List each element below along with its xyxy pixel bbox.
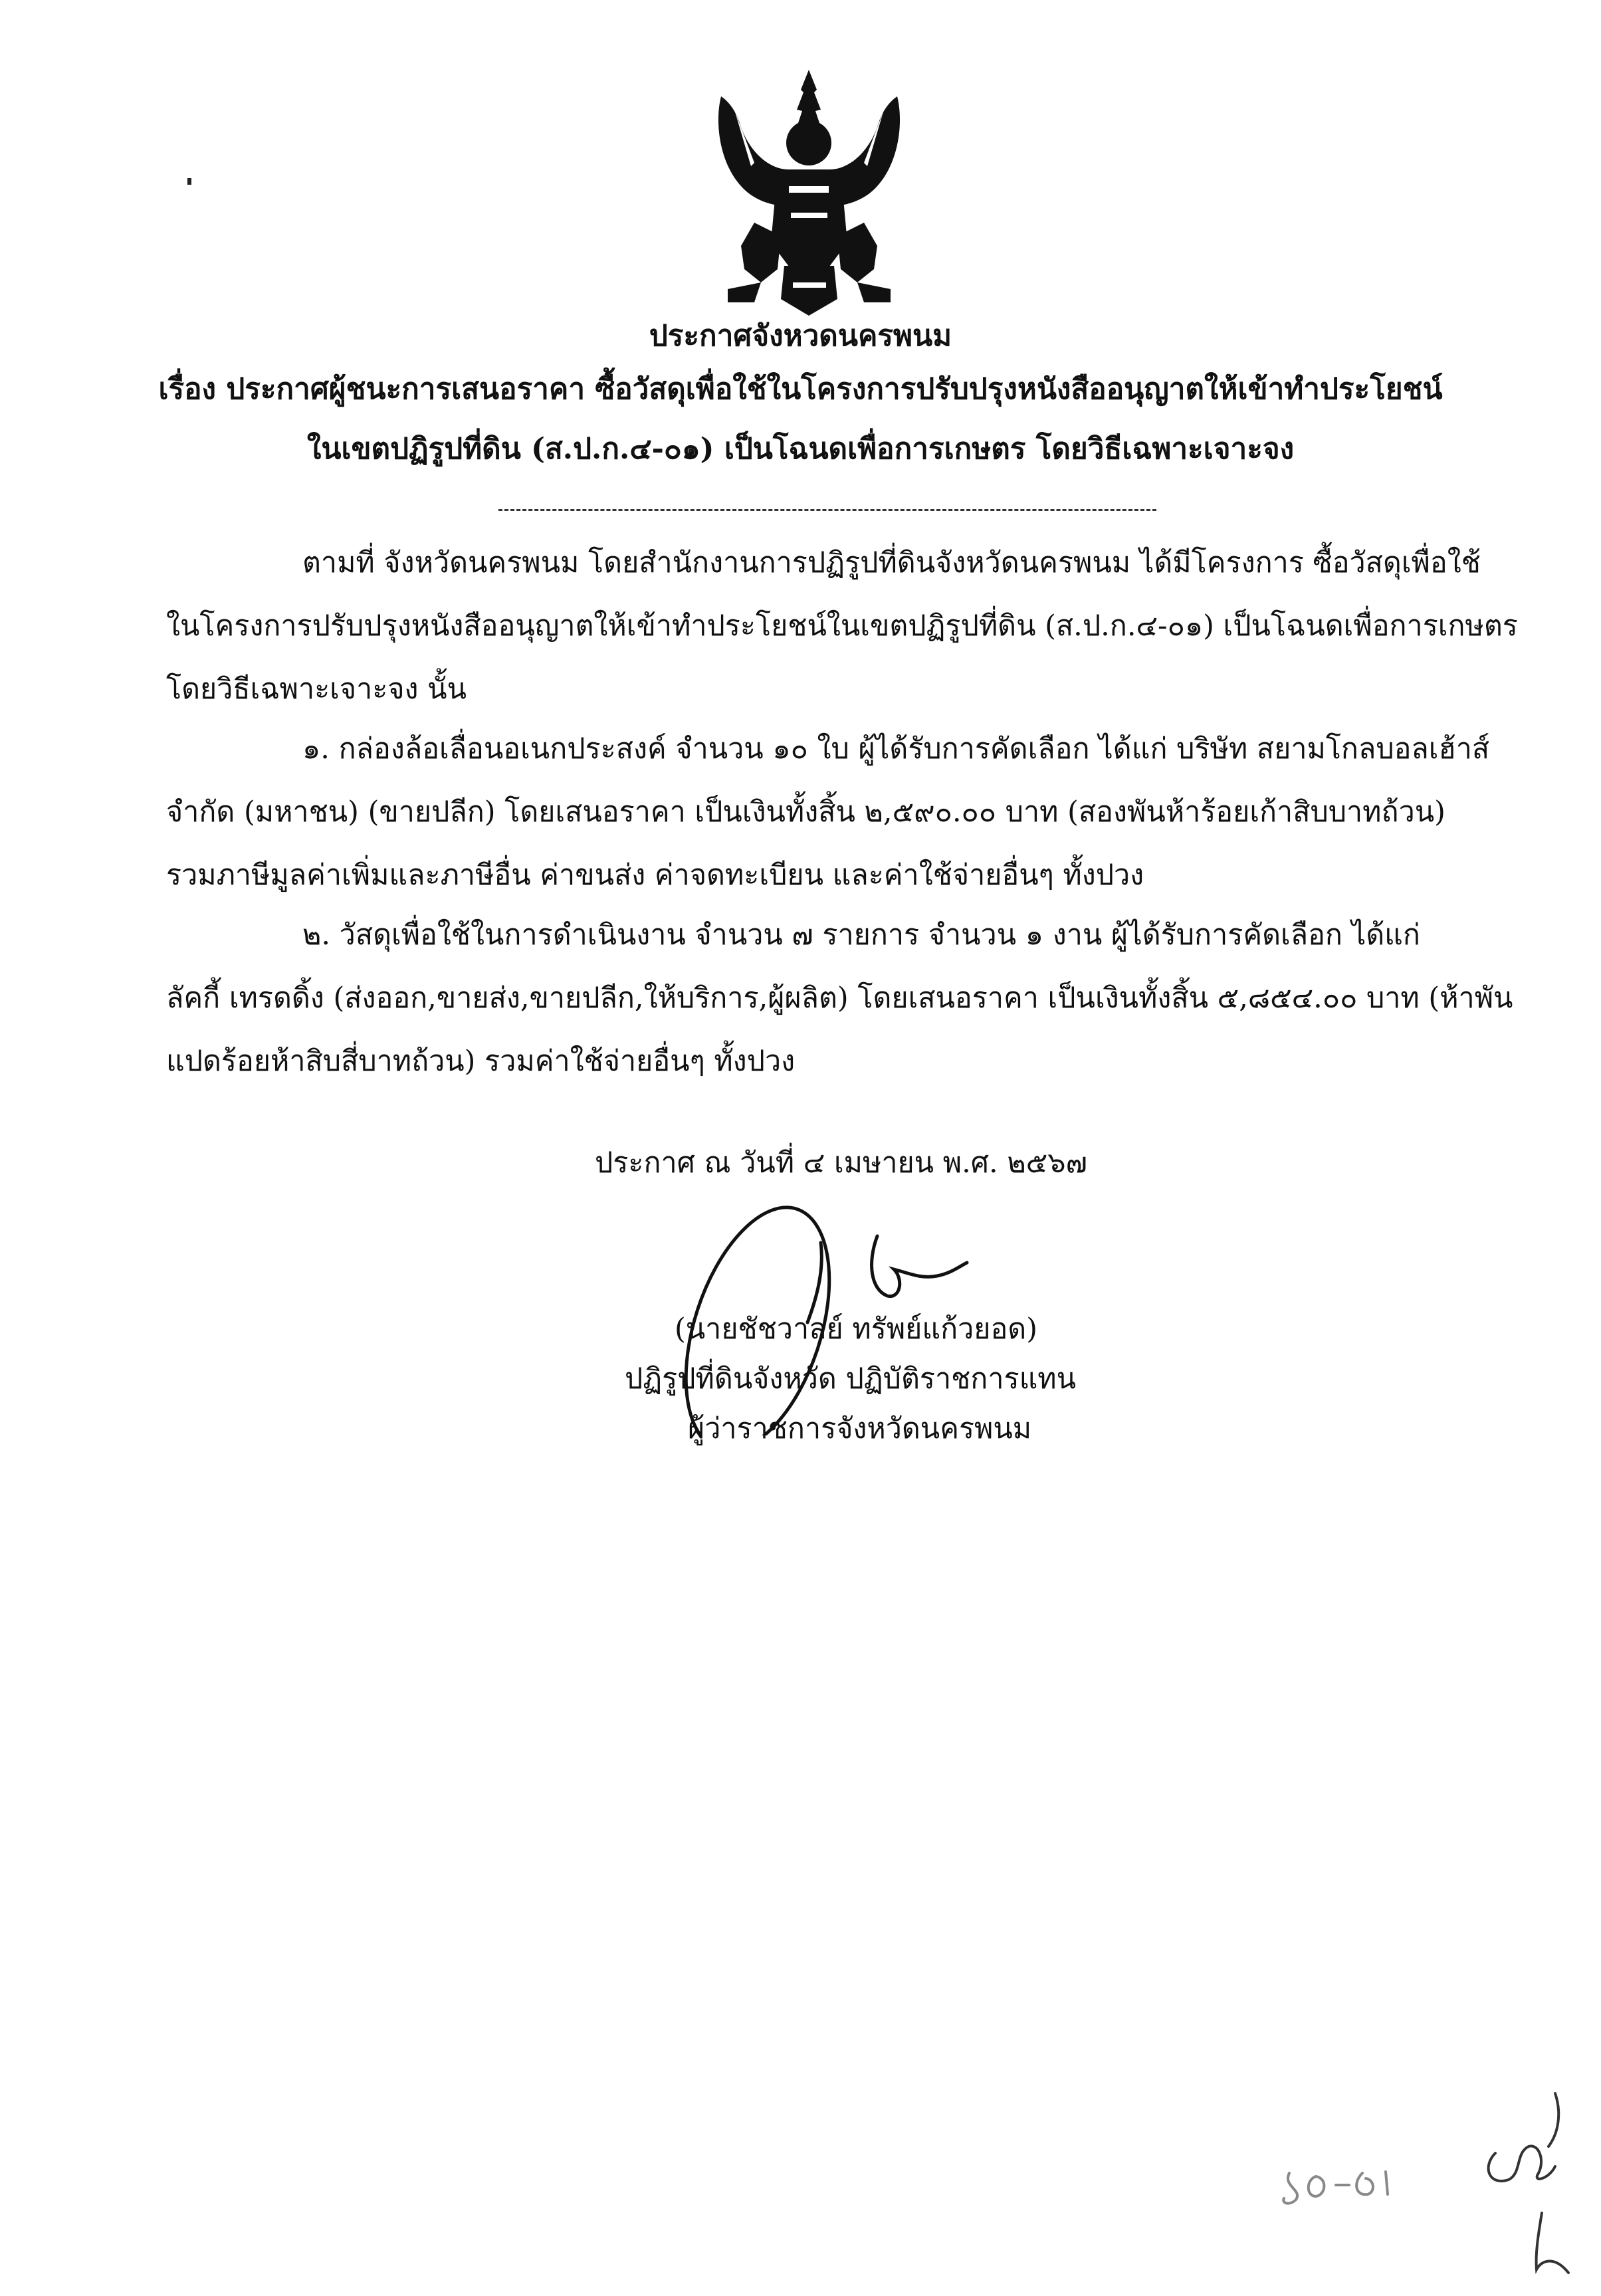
paragraph-line: ๑. กล่องล้อเลื่อนอเนกประสงค์ จำนวน ๑๐ ใบ ผู้ได้รับการคัดเลือก ได้แก่ บริษัท สยามโกลบอลเฮ้าส์ <box>302 732 1490 766</box>
divider-line <box>498 509 1156 511</box>
paragraph-line: จำกัด (มหาชน) (ขายปลีก) โดยเสนอราคา เป็นเงินทั้งสิ้น ๒,๕๙๐.๐๐ บาท (สองพันห้าร้อยเก้าสิบบาทถ้วน) <box>166 795 1445 829</box>
intro-paragraph <box>166 532 1518 721</box>
paragraph-line: ลัคกี้ เทรดดิ้ง (ส่งออก,ขายส่ง,ขายปลีก,ให้บริการ,ผู้ผลิต) โดยเสนอราคา เป็นเงินทั้งสิ้น ๕,๘๕๔.๐๐ บาท (ห้าพัน <box>166 982 1513 1015</box>
paragraph-line: รวมภาษีมูลค่าเพิ่มและภาษีอื่น ค่าขนส่ง ค่าจดทะเบียน และค่าใช้จ่ายอื่นๆ ทั้งปวง <box>166 859 1144 892</box>
paragraph-line: แปดร้อยห้าสิบสี่บาทถ้วน) รวมค่าใช้จ่ายอื่นๆ ทั้งปวง <box>166 1045 796 1078</box>
signatory-position: ผู้ว่าราชการจังหวัดนครพนม <box>688 1412 1032 1445</box>
paragraph-line: ในโครงการปรับปรุงหนังสืออนุญาตให้เข้าทำประโยชน์ในเขตปฏิรูปที่ดิน (ส.ป.ก.๔-๐๑) เป็นโฉนดเพื่อการเกษตร <box>166 609 1518 643</box>
item-1-paragraph <box>166 718 1502 907</box>
handwritten-margin-note <box>1276 2073 1588 2286</box>
paragraph-line: โดยวิธีเฉพาะเจาะจง นั้น <box>166 673 467 706</box>
paragraph-line: ตามที่ จังหวัดนครพนม โดยสำนักงานการปฏิรูปที่ดินจังหวัดนครพนม ได้มีโครงการ ซื้อวัสดุเพื่อใช้ <box>302 546 1481 579</box>
signatory-position: ปฏิรูปที่ดินจังหวัด ปฏิบัติราชการแทน <box>625 1362 1077 1396</box>
subject-line-1: เรื่อง ประกาศผู้ชนะการเสนอราคา ซื้อวัสดุเพื่อใช้ในโครงการปรับปรุงหนังสืออนุญาตให้เข้าทำประโยชน์ <box>158 372 1443 406</box>
signatory-name: (นายชัชวาลย์ ทรัพย์แก้วยอด) <box>675 1312 1037 1346</box>
subject-line-2: ในเขตปฏิรูปที่ดิน (ส.ป.ก.๔-๐๑) เป็นโฉนดเพื่อการเกษตร โดยวิธีเฉพาะเจาะจง <box>306 432 1295 466</box>
item-2-paragraph <box>166 904 1513 1093</box>
date-line: ประกาศ ณ วันที่ ๔ เมษายน พ.ศ. ๒๕๖๗ <box>595 1146 1087 1180</box>
scan-speck <box>187 178 191 185</box>
announcement-heading: ประกาศจังหวดนครพนม <box>649 319 952 353</box>
garuda-emblem <box>714 70 904 316</box>
paragraph-line: ๒. วัสดุเพื่อใช้ในการดำเนินงาน จำนวน ๗ รายการ จำนวน ๑ งาน ผู้ได้รับการคัดเลือก ได้แก่ <box>302 918 1420 952</box>
